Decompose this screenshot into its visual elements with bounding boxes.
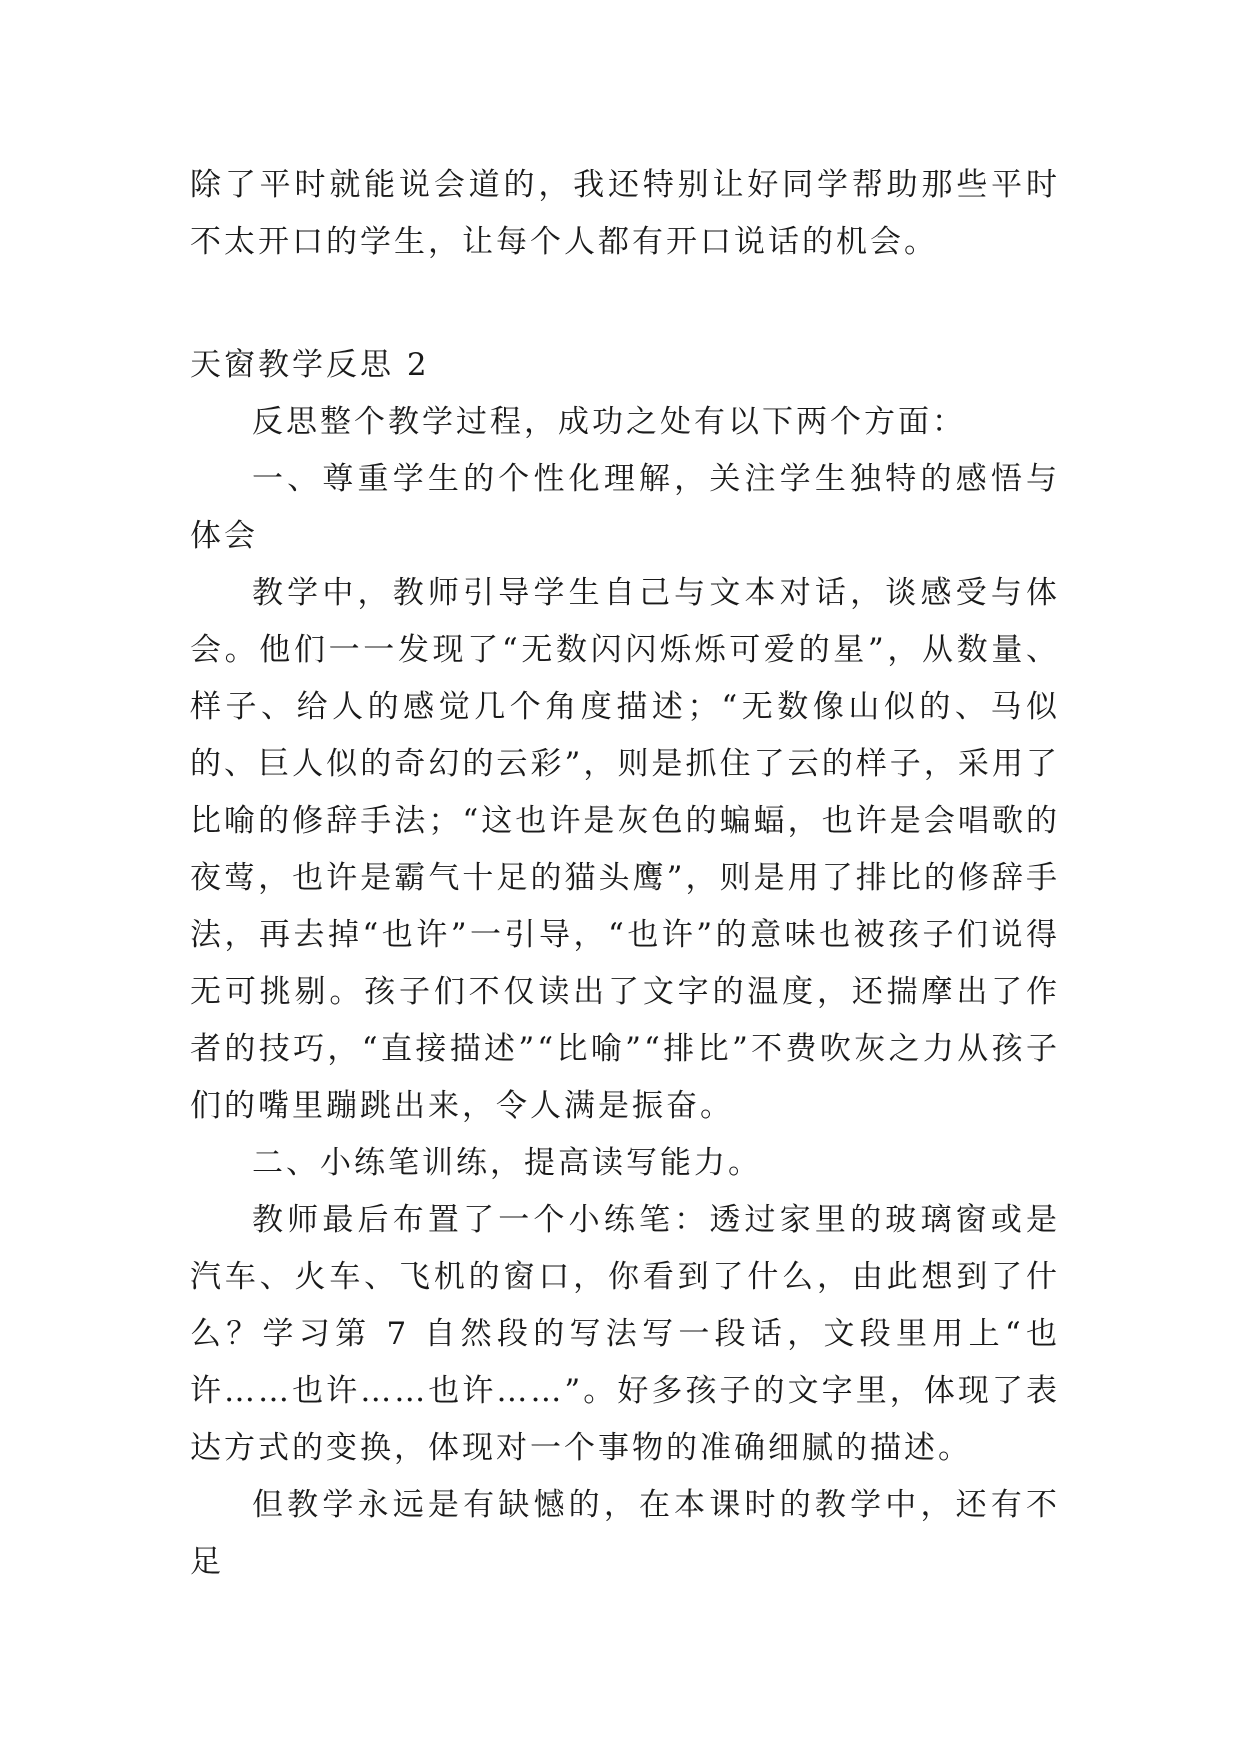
- body-paragraph: 反思整个教学过程，成功之处有以下两个方面：: [252, 404, 966, 440]
- body-paragraph: 教师最后布置了一个小练笔：透过家里的玻璃窗或是汽车、火车、飞机的窗口，你看到了什么，由此想到了什么？学习第 7 自然段的写法写一段话，文段里用上“也许……也许……也许……”。好多孩子的文字里，体现了表达方式的变换，体现对一个事物的准确细腻的描述。: [190, 1202, 1060, 1466]
- body-paragraph: 但教学永远是有缺憾的，在本课时的教学中，还有不足: [190, 1487, 1060, 1580]
- top-text-block: [190, 157, 1060, 271]
- body-paragraph: 教学中，教师引导学生自己与文本对话，谈感受与体会。他们一一发现了“无数闪闪烁烁可爱的星”，从数量、样子、给人的感觉几个角度描述；“无数像山似的、马似的、巨人似的奇幻的云彩”，则是抓住了云的样子，采用了比喻的修辞手法；“这也许是灰色的蝙蝠，也许是会唱歌的夜莺，也许是霸气十足的猫头鹰”，则是用了排比的修辞手法，再去掉“也许”一引导，“也许”的意味也被孩子们说得无可挑剔。孩子们不仅读出了文字的温度，还揣摩出了作者的技巧，“直接描述”“比喻”“排比”不费吹灰之力从孩子们的嘴里蹦跳出来，令人满是振奋。: [190, 575, 1060, 1124]
- section-title: 天窗教学反思 2: [190, 347, 430, 383]
- top-paragraph: 除了平时就能说会道的，我还特别让好同学帮助那些平时不太开口的学生，让每个人都有开口说话的机会。: [190, 167, 1060, 260]
- heading-point-two: 二、小练笔训练，提高读写能力。: [252, 1145, 762, 1181]
- heading-point-one: 一、尊重学生的个性化理解，关注学生独特的感悟与体会: [190, 461, 1060, 554]
- main-text-block: [190, 337, 1060, 1591]
